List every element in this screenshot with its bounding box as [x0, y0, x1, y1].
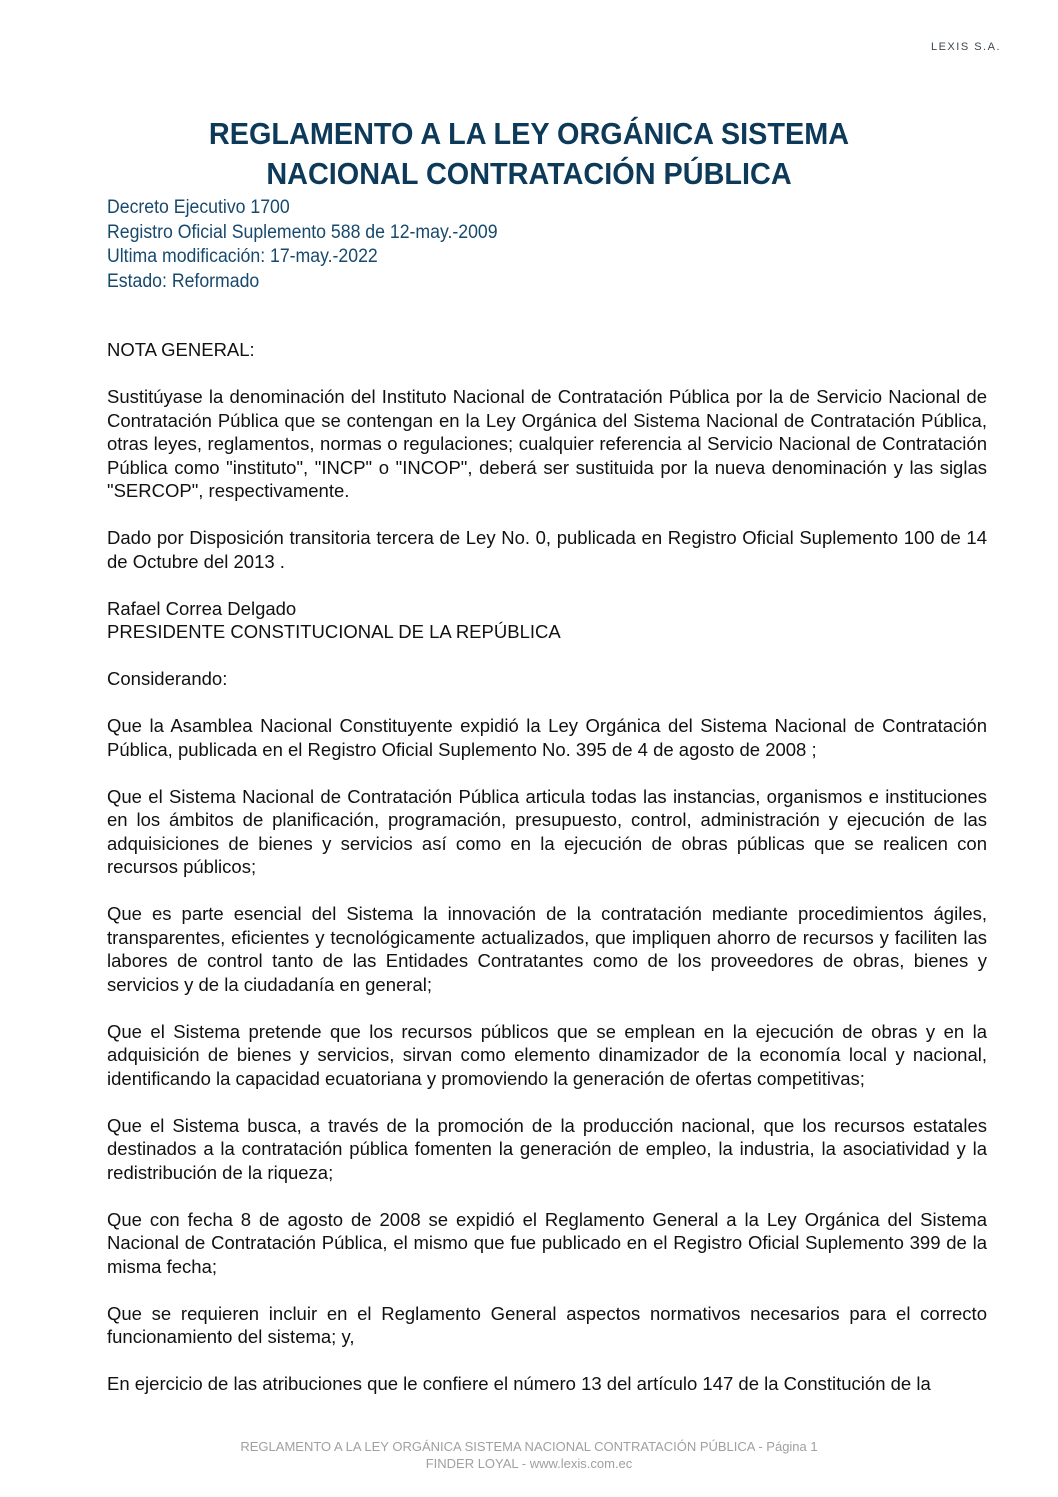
signatory-title: PRESIDENTE CONSTITUCIONAL DE LA REPÚBLICA [107, 621, 561, 642]
paragraph-nota-general: Sustitúyase la denominación del Instituto Nacional de Contratación Pública por la de Servicio Nacional de Contratación Pública que se contengan en la Ley Orgánica del Sistema Nacional de Contratación Pública, otras leyes, reglamentos, normas o regulaciones; cualquier referencia al Servicio Nacional de Contratación Pública como "instituto", "INCP" o "INCOP", deberá ser sustituida por la nueva denominación y las siglas "SERCOP", respectivamente. [107, 386, 987, 501]
section-heading-nota-general: NOTA GENERAL: [107, 339, 255, 360]
header-brand: LEXIS S.A. [930, 41, 1001, 53]
document-metadata [107, 196, 527, 294]
paragraph-considerando-2: Que el Sistema Nacional de Contratación Pública articula todas las instancias, organismos e instituciones en los ámbitos de planificación, programación, presupuesto, control, administración y ejecución de las adquisiciones de bienes y servicios así como en la ejecución de obras públicas que se realicen con recursos públicos; [107, 785, 987, 877]
document-body [107, 338, 987, 1419]
footer-line-2: FINDER LOYAL - www.lexis.com.ec [425, 1456, 633, 1471]
page-footer [0, 1438, 1058, 1472]
signatory-block [107, 597, 987, 644]
paragraph-considerando-3: Que es parte esencial del Sistema la innovación de la contratación mediante procedimientos ágiles, transparentes, eficientes y tecnológicamente actualizados, que impliquen ahorro de recursos y faciliten las labores de control tanto de las Entidades Contratantes como de los proveedores de obras, bienes y servicios y de la ciudadanía en general; [107, 903, 987, 995]
paragraph-ejercicio: En ejercicio de las atribuciones que le confiere el número 13 del artículo 147 de la Constitución de la [107, 1373, 931, 1394]
paragraph-considerando-6: Que con fecha 8 de agosto de 2008 se expidió el Reglamento General a la Ley Orgánica del Sistema Nacional de Contratación Pública, el mismo que fue publicado en el Registro Oficial Suplemento 399 de la misma fecha; [107, 1208, 987, 1277]
paragraph-considerando-1: Que la Asamblea Nacional Constituyente expidió la Ley Orgánica del Sistema Nacional de Contratación Pública, publicada en el Registro Oficial Suplemento No. 395 de 4 de agosto de 2008 ; [107, 715, 987, 760]
paragraph-considerando-5: Que el Sistema busca, a través de la promoción de la producción nacional, que los recursos estatales destinados a la contratación pública fomenten la generación de empleo, la industria, la asociatividad y la redistribución de la riqueza; [107, 1114, 987, 1183]
signatory-name: Rafael Correa Delgado [107, 597, 297, 619]
section-heading-considerando: Considerando: [107, 668, 228, 689]
meta-status: Estado: Reformado [107, 270, 260, 292]
title-line-2: NACIONAL CONTRATACIÓN PÚBLICA [266, 156, 792, 191]
footer-line-1: REGLAMENTO A LA LEY ORGÁNICA SISTEMA NACIONAL CONTRATACIÓN PÚBLICA - Página 1 [240, 1439, 818, 1454]
meta-last-modified: Ultima modificación: 17-may.-2022 [107, 246, 378, 267]
title-line-1: REGLAMENTO A LA LEY ORGÁNICA SISTEMA [208, 116, 850, 151]
paragraph-considerando-4: Que el Sistema pretende que los recursos públicos que se emplean en la ejecución de obras y en la adquisición de bienes y servicios, sirvan como elemento dinamizador de la economía local y nacional, identificando la capacidad ecuatoriana y promoviendo la generación de ofertas competitivas; [107, 1020, 987, 1089]
document-title [37, 114, 1021, 194]
paragraph-disposicion: Dado por Disposición transitoria tercera de Ley No. 0, publicada en Registro Oficial Suplemento 100 de 14 de Octubre del 2013 . [107, 527, 987, 572]
meta-registry: Registro Oficial Suplemento 588 de 12-may.-2009 [107, 221, 498, 243]
paragraph-considerando-7: Que se requieren incluir en el Reglamento General aspectos normativos necesarios para el correcto funcionamiento del sistema; y, [107, 1302, 987, 1347]
meta-decree: Decreto Ejecutivo 1700 [107, 197, 290, 218]
